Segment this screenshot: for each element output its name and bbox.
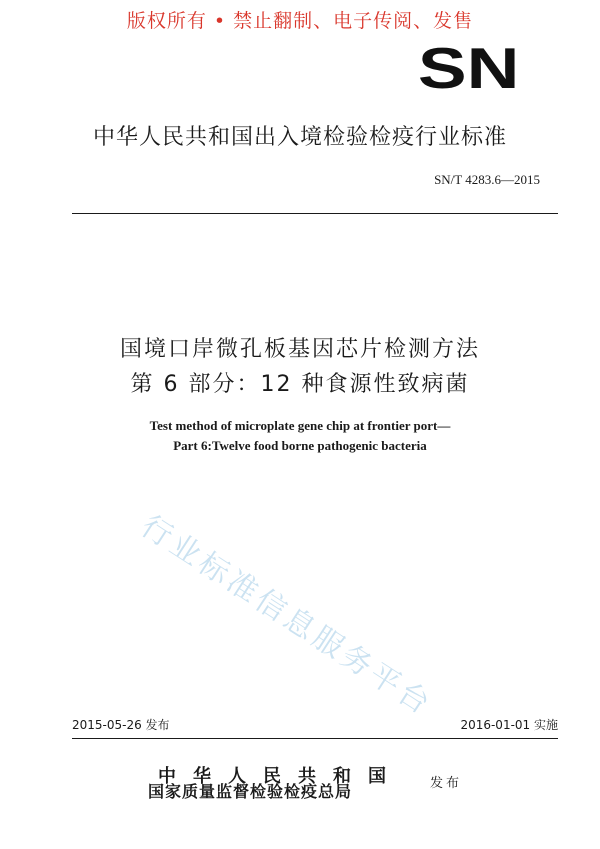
issue-label: 发布 <box>430 776 463 791</box>
bottom-divider <box>72 738 558 739</box>
issuer-line2: 国家质量监督检验检疫总局 <box>148 782 353 801</box>
title-english-line2: Part 6:Twelve food borne pathogenic bacteria <box>173 438 427 453</box>
copyright-notice: 版权所有 • 禁止翻制、电子传阅、发售 <box>126 10 474 32</box>
sn-logo-text: SN <box>417 40 520 92</box>
issuer-line1: 中华人民共和国 <box>158 766 403 787</box>
title-chinese-line1: 国境口岸微孔板基因芯片检测方法 <box>119 337 480 362</box>
top-divider <box>72 213 558 214</box>
title-chinese-line2: 第 6 部分：12 种食源性致病菌 <box>130 372 470 397</box>
watermark: 行业标准信息服务平台 <box>134 508 439 724</box>
organization-title: 中华人民共和国出入境检验检疫行业标准 <box>92 125 507 150</box>
publish-date: 2015-05-26 发布 <box>72 718 170 732</box>
implement-date: 2016-01-01 实施 <box>460 718 558 732</box>
title-english-line1: Test method of microplate gene chip at frontier port— <box>149 418 451 433</box>
sn-logo <box>412 40 526 92</box>
standard-number: SN/T 4283.6—2015 <box>434 172 540 187</box>
